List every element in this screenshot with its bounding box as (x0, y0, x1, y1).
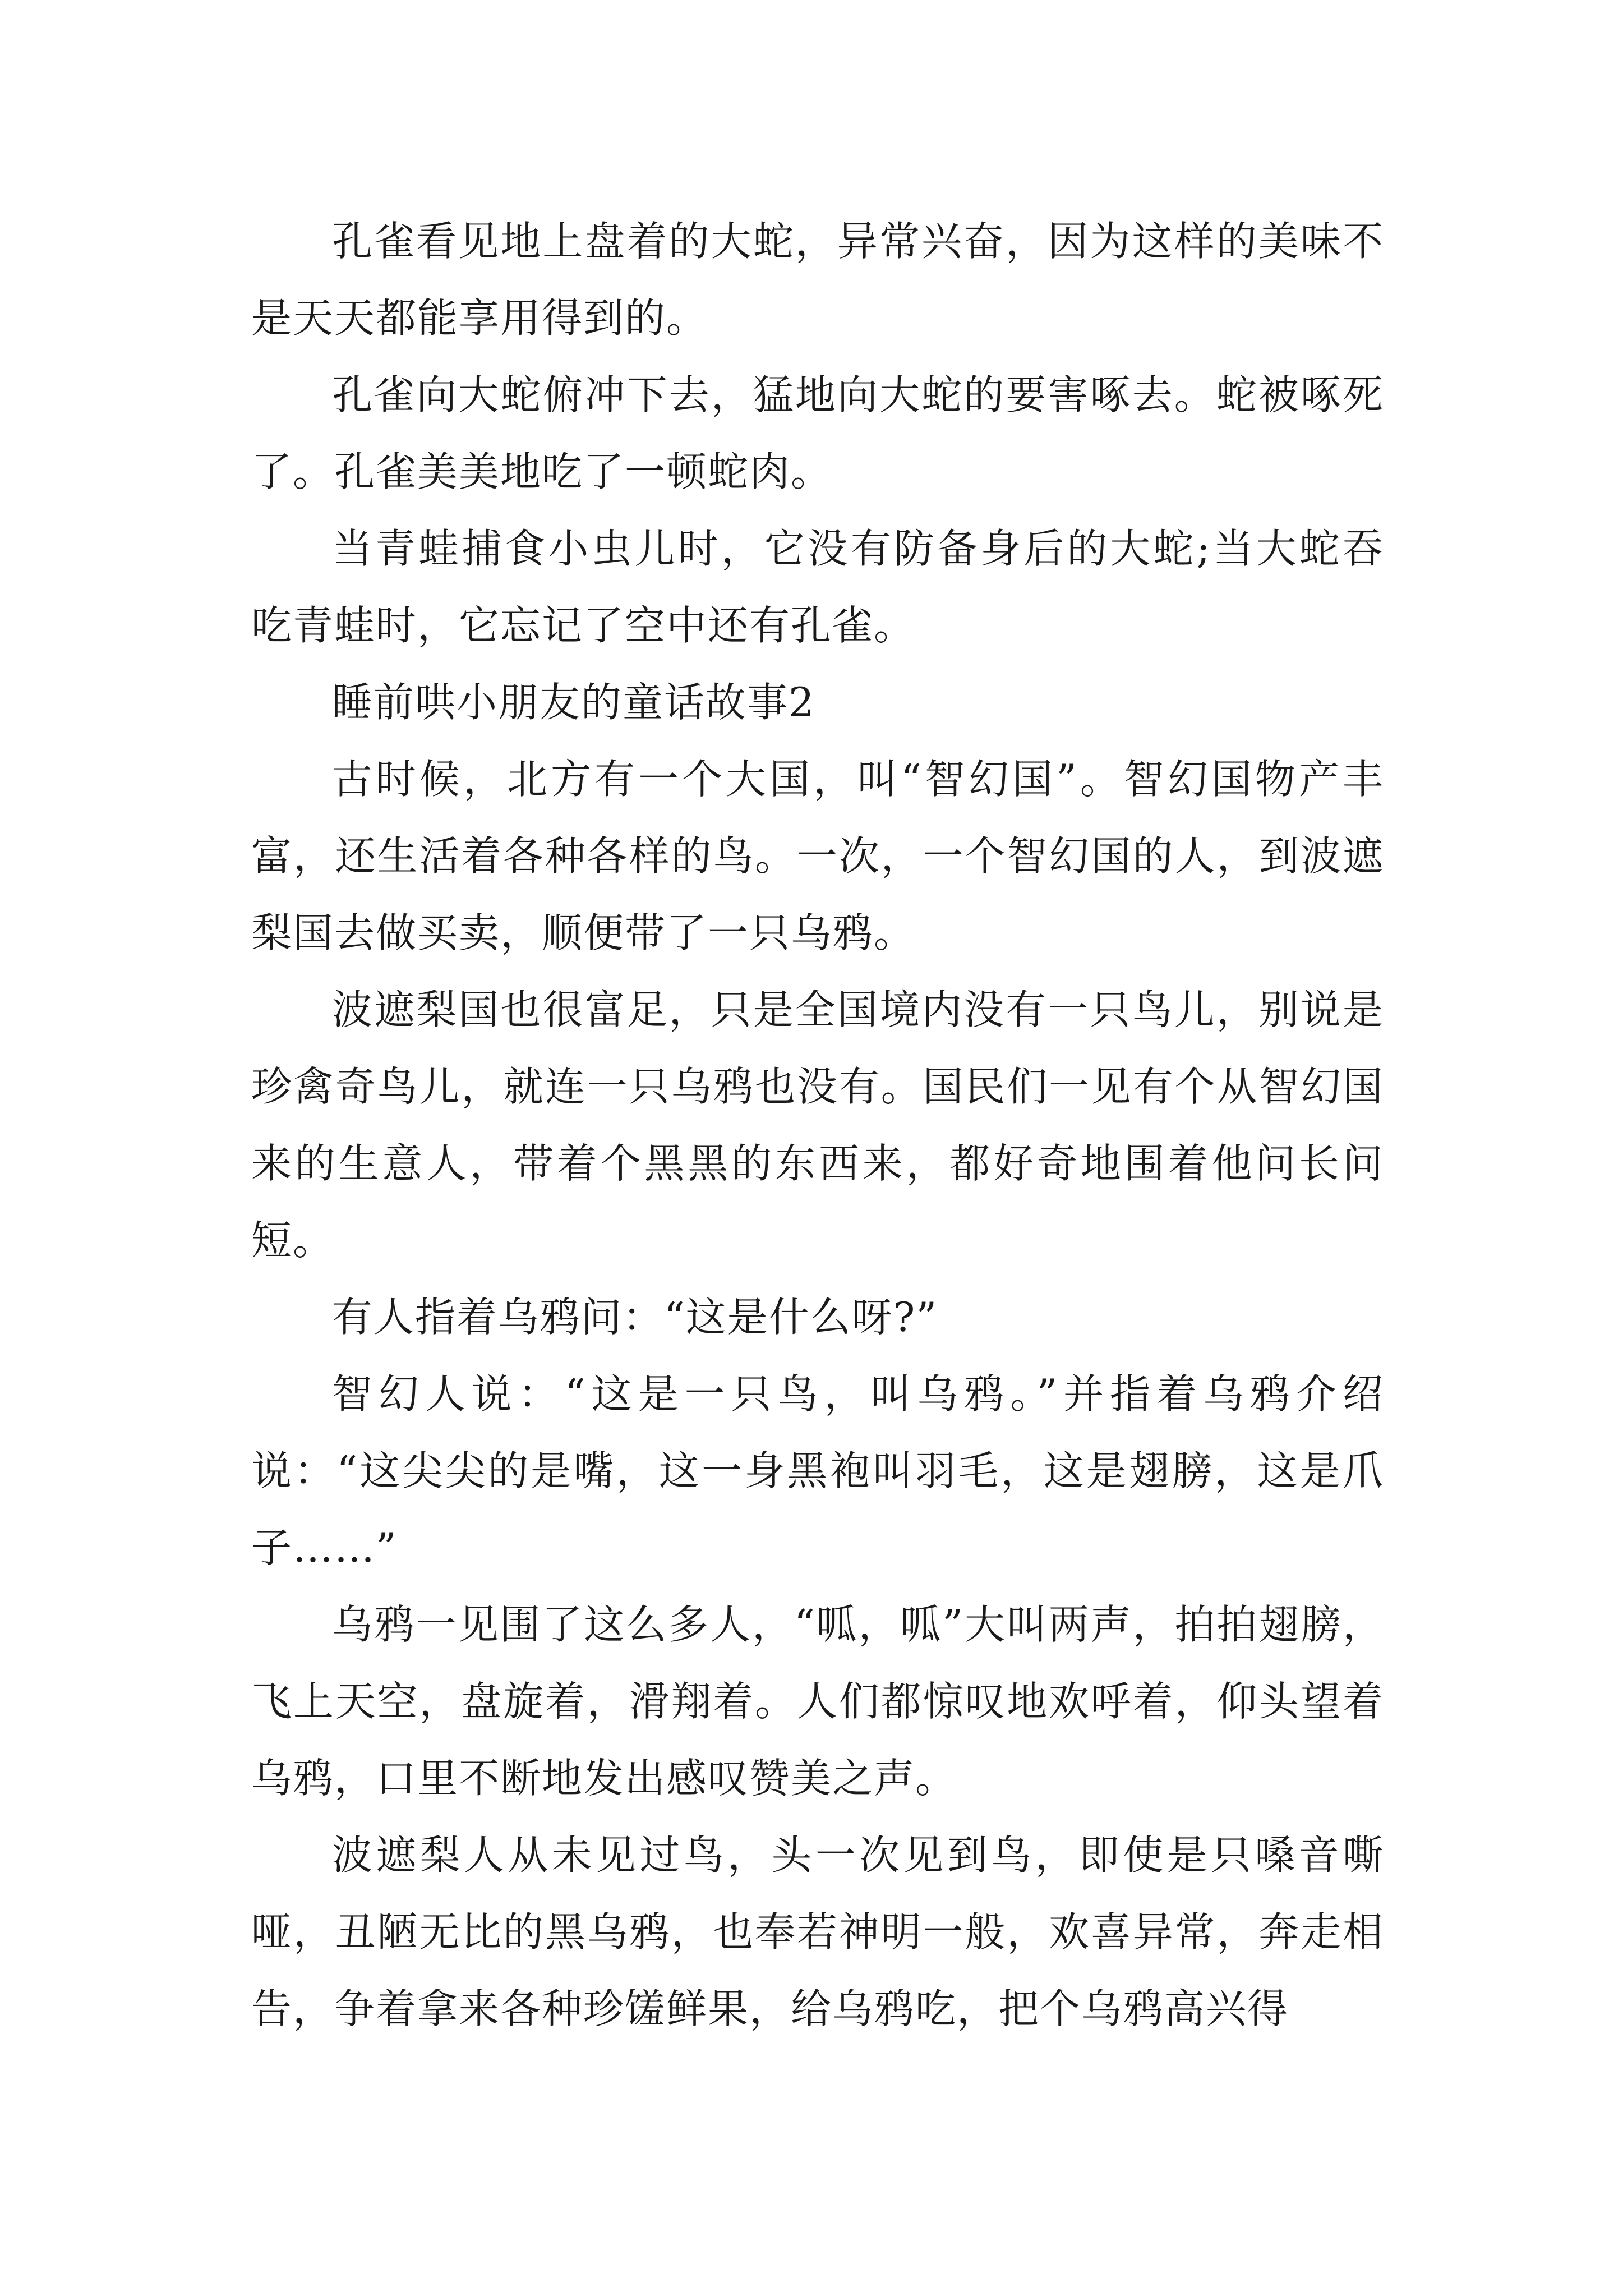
story-heading: 睡前哄小朋友的童话故事2 (332, 679, 815, 726)
paragraph-peacock-attacks: 孔雀向大蛇俯冲下去，猛地向大蛇的要害啄去。蛇被啄死了。孔雀美美地吃了一顿蛇肉。 (251, 371, 1384, 495)
paragraph-crow-worshipped: 波遮梨人从未见过鸟，头一次见到鸟，即使是只嗓音嘶哑，丑陋无比的黑乌鸦，也奉若神明一般，欢喜异常，奔走相告，争着拿来各种珍馐鲜果，给乌鸦吃，把个乌鸦高兴得 (251, 1832, 1384, 2032)
paragraph-zhihuan-kingdom: 古时候，北方有一个大国，叫“智幻国”。智幻国物产丰富，还生活着各种各样的鸟。一次，一个智幻国的人，到波遮梨国去做买卖，顺便带了一只乌鸦。 (251, 756, 1384, 956)
document-body (251, 203, 1384, 2047)
paragraph-bozheli-kingdom: 波遮梨国也很富足，只是全国境内没有一只鸟儿，别说是珍禽奇鸟儿，就连一只乌鸦也没有。国民们一见有个从智幻国来的生意人，带着个黑黑的东西来，都好奇地围着他问长问短。 (251, 986, 1384, 1264)
paragraph-peacock-eats-snake: 孔雀看见地上盘着的大蛇，异常兴奋，因为这样的美味不是天天都能享用得到的。 (251, 218, 1384, 342)
paragraph-crow-flies: 乌鸦一见围了这么多人，“呱，呱”大叫两声，拍拍翅膀，飞上天空，盘旋着，滑翔着。人们都惊叹地欢呼着，仰头望着乌鸦，口里不断地发出感叹赞美之声。 (251, 1601, 1384, 1802)
paragraph-question: 有人指着乌鸦问：“这是什么呀?” (332, 1294, 938, 1341)
paragraph-moral: 当青蛙捕食小虫儿时，它没有防备身后的大蛇;当大蛇吞吃青蛙时，它忘记了空中还有孔雀。 (251, 525, 1384, 649)
paragraph-explanation: 智幻人说：“这是一只鸟，叫乌鸦。”并指着乌鸦介绍说：“这尖尖的是嘴，这一身黑袍叫羽毛，这是翅膀，这是爪子……” (251, 1370, 1384, 1571)
